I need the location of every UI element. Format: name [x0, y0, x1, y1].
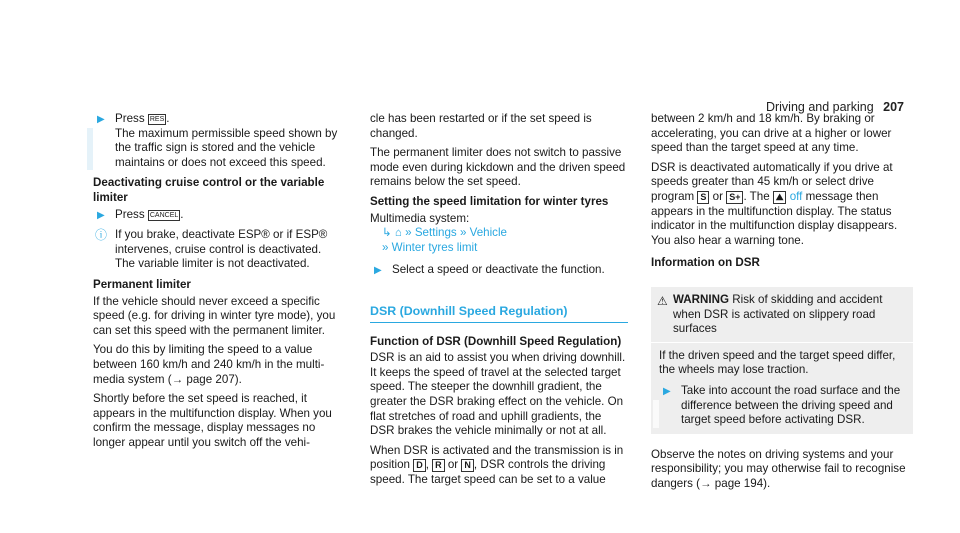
paragraph: cle has been restarted or if the set speed is changed.: [370, 112, 592, 140]
paragraph: You do this by limiting the speed to a value between 160 km/h and 240 km/h in the multi-media system (→ page 207).: [93, 343, 325, 386]
step-bar: [87, 128, 93, 170]
step-select-speed: ▶ Select a speed or deactivate the function.: [370, 263, 628, 278]
gear-d-icon: D: [413, 459, 426, 472]
gear-r-icon: R: [432, 459, 445, 472]
info-note: ⓘ If you brake, deactivate ESP® or if ESP® intervenes, cruise control is deactivated. The variable limiter is not deactivated.: [95, 228, 328, 271]
drive-program-s-plus-icon: S+: [726, 191, 743, 204]
arrow-bullet-icon: ▶: [374, 265, 382, 277]
warning-step: ▶ Take into account the road surface and the difference between the driving speed and target speed before activating DSR.: [659, 384, 905, 428]
column-3: [651, 112, 913, 496]
cancel-key-icon: CANCEL: [149, 211, 179, 219]
paragraph: If the vehicle should never exceed a specific speed (e.g. for driving in winter tyre mode), you can set this speed with the permanent limiter.: [93, 294, 336, 337]
info-icon: ⓘ: [95, 228, 108, 243]
off-label: off: [789, 189, 803, 203]
arrow-bullet-icon: ▶: [97, 209, 105, 221]
menu-path-winter-tyres-limit: » Winter tyres limit: [382, 240, 478, 254]
paragraph: between 2 km/h and 18 km/h. By braking or accelerating, you can drive at a higher or lower speed than the target speed at any time.: [651, 112, 892, 155]
step-press-cancel: ▶ Press CANCEL .: [93, 208, 343, 223]
step-bar: [653, 400, 659, 428]
warning-triangle-icon: ⚠: [657, 293, 668, 308]
step-result: The maximum permissible speed shown by the traffic sign is stored and the vehicle maintains or does not exceed this speed.: [115, 126, 338, 169]
arrow-bullet-icon: ▶: [97, 114, 105, 125]
paragraph: Observe the notes on driving systems and your responsibility; you may otherwise fail to recognise dangers (→ page 194).: [651, 447, 906, 490]
step-press-resume: ▶ Press RES . The maximum permissible speed shown by the traffic sign is stored and the vehicle maintains or does not exceed this speed.: [93, 112, 343, 170]
paragraph: The permanent limiter does not switch to passive mode even during kickdown and the driven speed remains below the set speed.: [370, 146, 626, 189]
section-heading-dsr: DSR (Downhill Speed Regulation): [370, 304, 628, 323]
dsr-symbol-icon: ⛰: [773, 191, 787, 204]
heading-function-dsr: Function of DSR (Downhill Speed Regulation): [370, 334, 622, 348]
paragraph: DSR is an aid to assist you when driving downhill. It keeps the speed of travel at the selected target speed. The steeper the downhill gradient, the greater the DSR braking effect on the vehicle. On flat stretches of road and uphill gradients, the DSR brakes the vehicle minimally or not at all.: [370, 351, 626, 438]
heading-information-dsr: Information on DSR: [651, 256, 760, 270]
column-1: [93, 112, 343, 455]
warning-text: If the driven speed and the target speed differ, the wheels may lose traction.: [659, 348, 896, 377]
menu-path: ↳ ⌂ » Settings » Vehicle: [382, 226, 507, 240]
menu-path-label: Multimedia system:: [370, 211, 470, 225]
drive-program-s-icon: S: [697, 191, 709, 204]
heading-permanent-limiter: Permanent limiter: [93, 277, 191, 291]
section-title: Driving and parking: [765, 100, 874, 114]
column-2: [370, 112, 628, 492]
paragraph: DSR is deactivated automatically if you drive at speeds greater than 45 km/h or select drive program S or S+ . The ⛰ off message then appears in the multifunction display. The status indicator in the multifunction display disappears. You also hear a warning tone.: [651, 160, 898, 247]
warning-label: WARNING: [673, 292, 730, 306]
heading-winter-tyres: Setting the speed limitation for winter tyres: [370, 194, 609, 208]
page-number: 207: [883, 100, 904, 114]
paragraph: When DSR is activated and the transmission is in position D , R or N , DSR controls the driving speed. The target speed can be set to a value: [370, 443, 624, 486]
gear-n-icon: N: [461, 459, 474, 472]
paragraph: Shortly before the set speed is reached, it appears in the multifunction display. When you confirm the message, display messages no longer appear until you switch off the vehi-: [93, 392, 332, 449]
warning-title: ⚠ WARNING Risk of skidding and accident when DSR is activated on slippery road surfaces: [651, 293, 913, 343]
warning-box: [651, 287, 913, 434]
resume-key-icon: RES: [149, 116, 165, 123]
arrow-bullet-icon: ▶: [663, 385, 671, 397]
heading-deactivating: Deactivating cruise control or the variable limiter: [93, 176, 325, 204]
